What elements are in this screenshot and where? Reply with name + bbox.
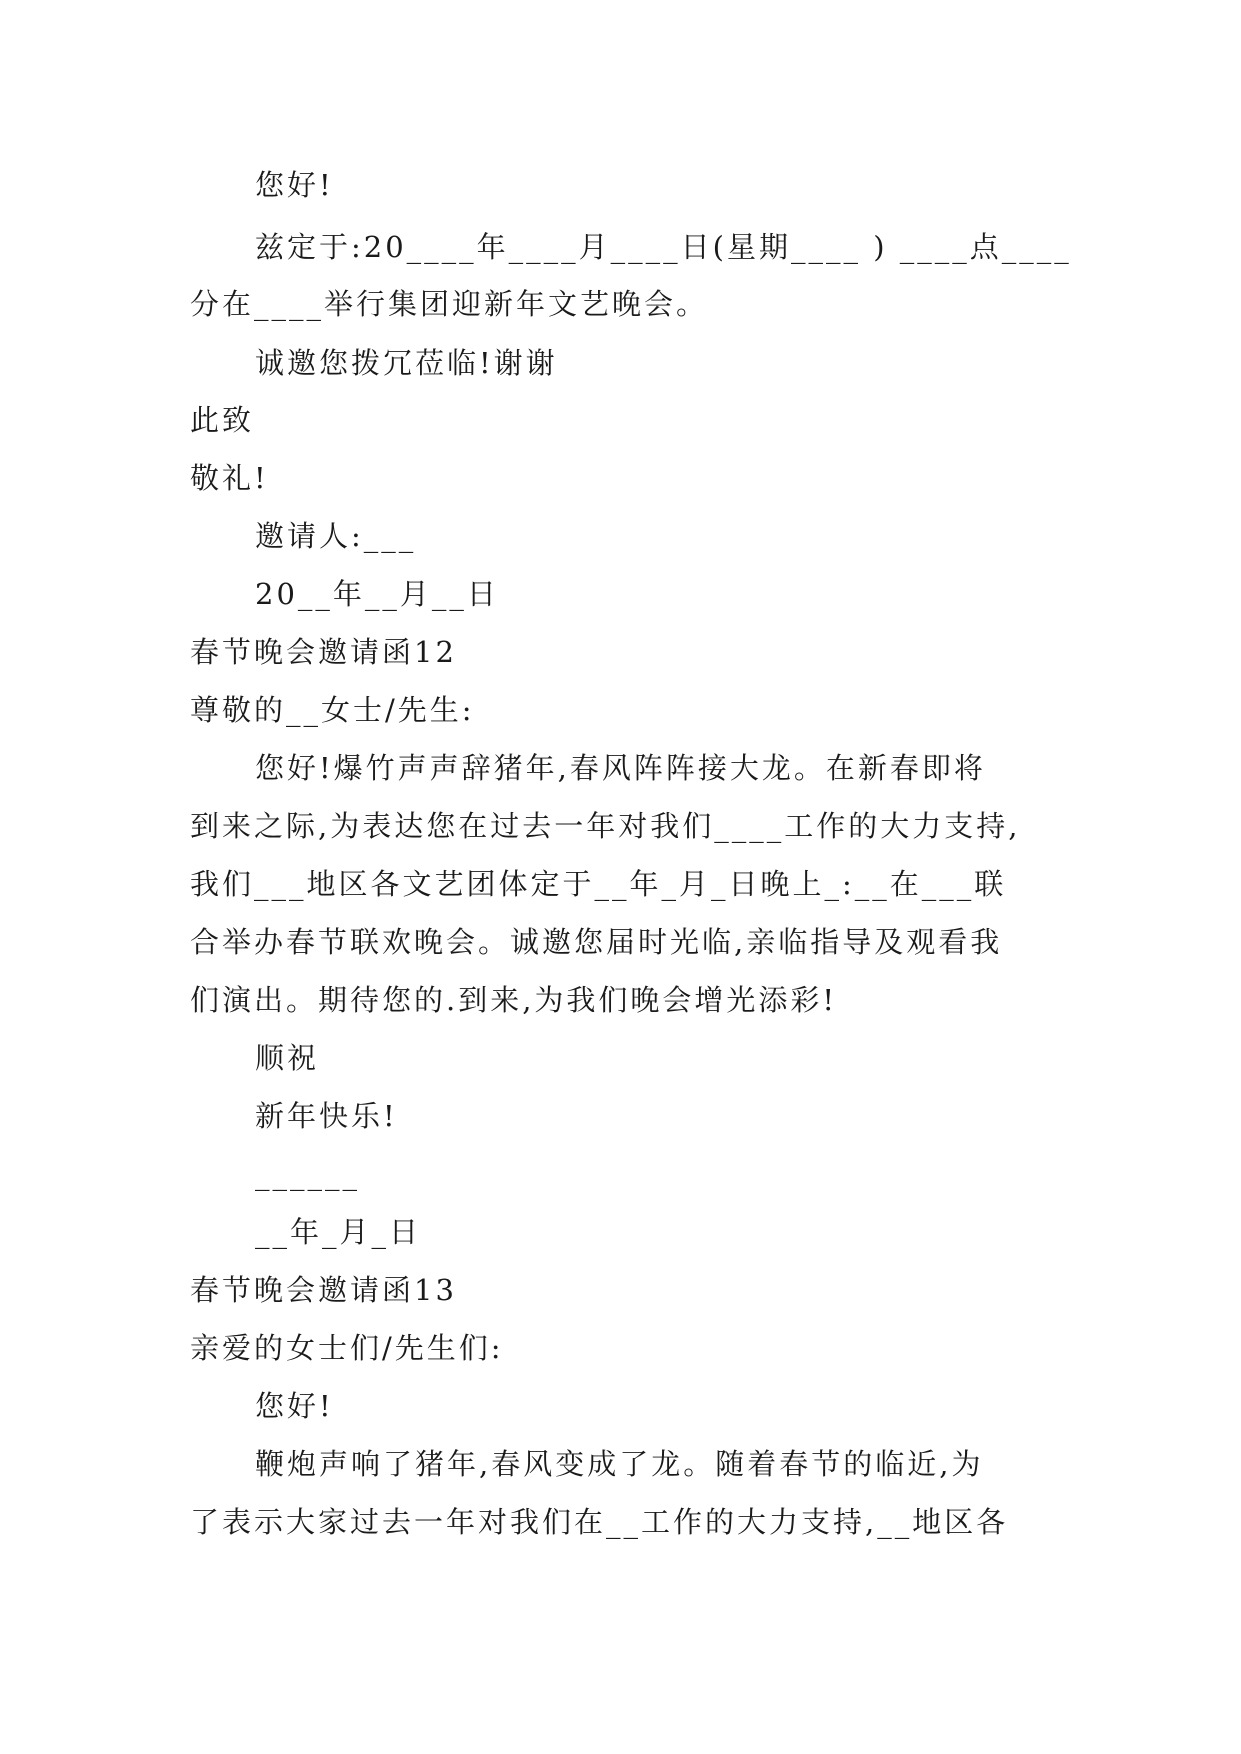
section-title: 春节晚会邀请函12 (190, 635, 457, 669)
invitation-date-line: 兹定于:20____年____月____日(星期____ ) ____点____ (255, 230, 1072, 264)
date-line: __年_月_日 (255, 1215, 422, 1249)
body-line: 鞭炮声响了猪年,春风变成了龙。随着春节的临近,为 (255, 1447, 984, 1481)
salutation-line: 此致 (190, 403, 255, 437)
closing-line: 顺祝 (255, 1041, 320, 1075)
greeting-line: 您好! (255, 1389, 334, 1423)
signature-blank: ______ (255, 1157, 360, 1191)
body-line: 了表示大家过去一年对我们在__工作的大力支持,__地区各 (190, 1505, 1009, 1539)
section-title: 春节晚会邀请函13 (190, 1273, 457, 1307)
inviter-line: 邀请人:___ (255, 519, 417, 553)
body-line: 我们___地区各文艺团体定于__年_月_日晚上_:__在___联 (190, 867, 1007, 901)
greeting-line: 您好! (255, 168, 334, 202)
body-line: 们演出。期待您的.到来,为我们晚会增光添彩! (190, 983, 838, 1017)
body-line: 到来之际,为表达您在过去一年对我们____工作的大力支持, (190, 809, 1021, 843)
salutation-line: 敬礼! (190, 461, 269, 495)
invitation-venue-line: 分在____举行集团迎新年文艺晚会。 (190, 287, 709, 321)
invitation-closing-line: 诚邀您拨冗莅临!谢谢 (255, 346, 558, 380)
addressee-line: 尊敬的__女士/先生: (190, 693, 475, 727)
date-line: 20__年__月__日 (255, 577, 499, 611)
addressee-line: 亲爱的女士们/先生们: (190, 1331, 504, 1365)
body-line: 您好!爆竹声声辞猪年,春风阵阵接大龙。在新春即将 (255, 751, 986, 785)
closing-line: 新年快乐! (255, 1099, 398, 1133)
body-line: 合举办春节联欢晚会。诚邀您届时光临,亲临指导及观看我 (190, 925, 1003, 959)
